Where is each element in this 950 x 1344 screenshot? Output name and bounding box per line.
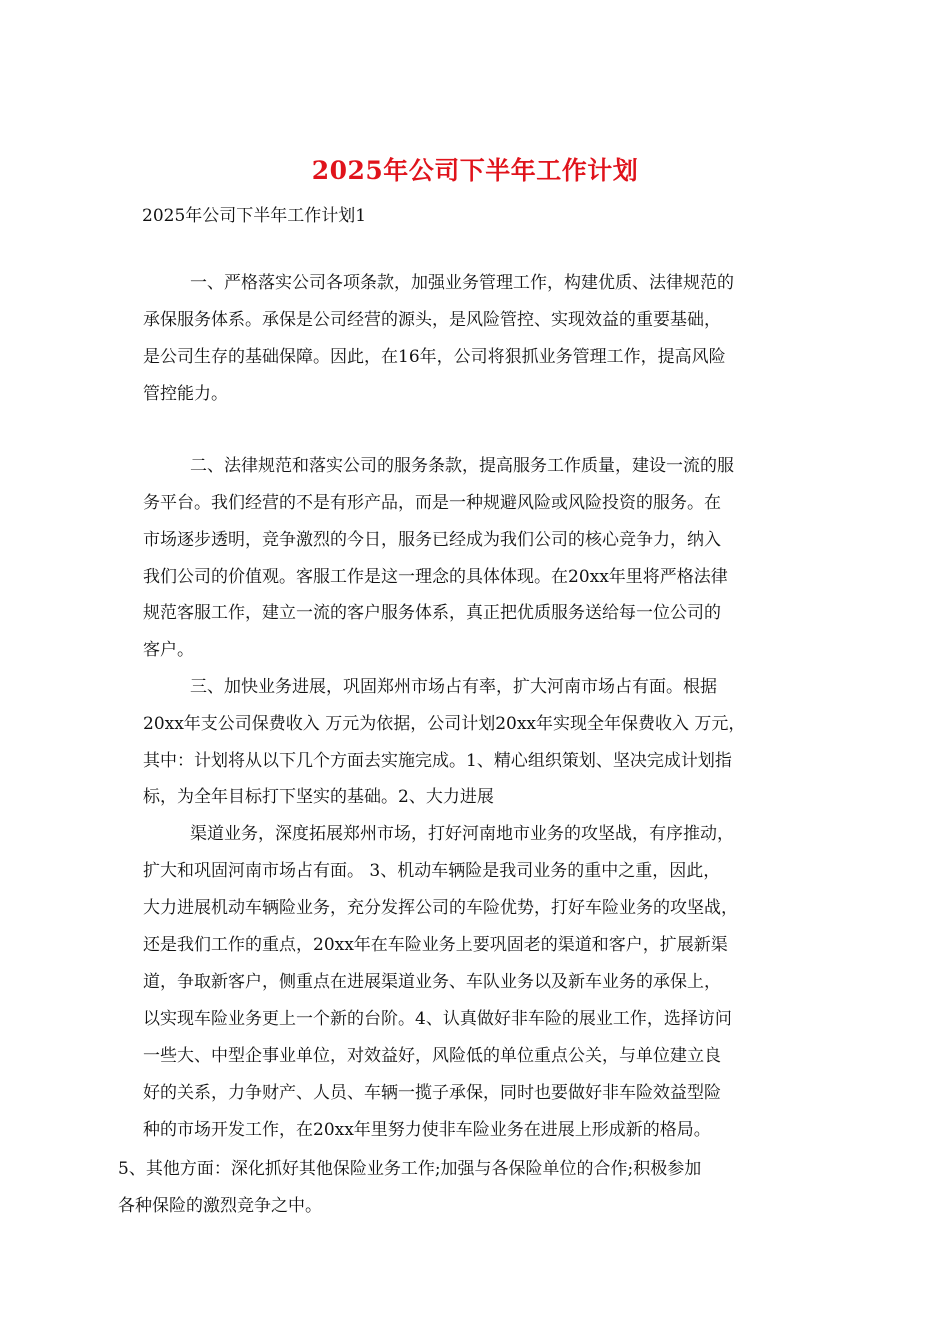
body-line: 5、其他方面：深化抓好其他保险业务工作;加强与各保险单位的合作;积极参加 [118,1159,702,1179]
body-line: 二、法律规范和落实公司的服务条款，提高服务工作质量，建设一流的服 [190,456,734,476]
body-line: 渠道业务，深度拓展郑州市场，打好河南地市业务的攻坚战，有序推动， [190,824,734,844]
body-line: 客户。 [143,640,194,660]
body-line: 以实现车险业务更上一个新的台阶。4、认真做好非车险的展业工作，选择访问 [143,1009,732,1029]
body-line: 一些大、中型企事业单位，对效益好，风险低的单位重点公关，与单位建立良 [143,1046,721,1066]
body-line: 是公司生存的基础保障。因此，在16年，公司将狠抓业务管理工作，提高风险 [143,347,726,367]
body-line: 承保服务体系。承保是公司经营的源头，是风险管控、实现效益的重要基础， [143,310,721,330]
body-line: 道，争取新客户，侧重点在进展渠道业务、车队业务以及新车业务的承保上， [143,972,721,992]
body-line: 种的市场开发工作，在20xx年里努力使非车险业务在进展上形成新的格局。 [143,1120,711,1140]
body-line: 我们公司的价值观。客服工作是这一理念的具体体现。在20xx年里将严格法律 [143,567,728,587]
body-line: 规范客服工作，建立一流的客户服务体系，真正把优质服务送给每一位公司的 [143,603,721,623]
body-line: 扩大和巩固河南市场占有面。 3、机动车辆险是我司业务的重中之重，因此， [143,861,721,881]
body-line: 标，为全年目标打下坚实的基础。2、大力进展 [143,787,494,807]
body-line: 市场逐步透明，竞争激烈的今日，服务已经成为我们公司的核心竞争力，纳入 [143,530,721,550]
body-line: 其中：计划将从以下几个方面去实施完成。1、精心组织策划、坚决完成计划指 [143,751,732,771]
body-line: 好的关系，力争财产、人员、车辆一揽子承保，同时也要做好非车险效益型险 [143,1083,721,1103]
body-line: 一、严格落实公司各项条款，加强业务管理工作，构建优质、法律规范的 [190,273,734,293]
body-line: 还是我们工作的重点，20xx年在车险业务上要巩固老的渠道和客户，扩展新渠 [143,935,728,955]
body-line: 三、加快业务进展，巩固郑州市场占有率，扩大河南市场占有面。根据 [190,677,717,697]
body-line: 大力进展机动车辆险业务，充分发挥公司的车险优势，打好车险业务的攻坚战， [143,898,738,918]
document-title: 2025年公司下半年工作计划 [311,156,639,185]
body-line: 各种保险的激烈竞争之中。 [118,1196,322,1216]
document-subtitle: 2025年公司下半年工作计划1 [142,206,367,226]
body-line: 管控能力。 [143,384,228,404]
body-line: 20xx年支公司保费收入 万元为依据，公司计划20xx年实现全年保费收入 万元， [143,714,746,734]
body-line: 务平台。我们经营的不是有形产品，而是一种规避风险或风险投资的服务。在 [143,493,721,513]
